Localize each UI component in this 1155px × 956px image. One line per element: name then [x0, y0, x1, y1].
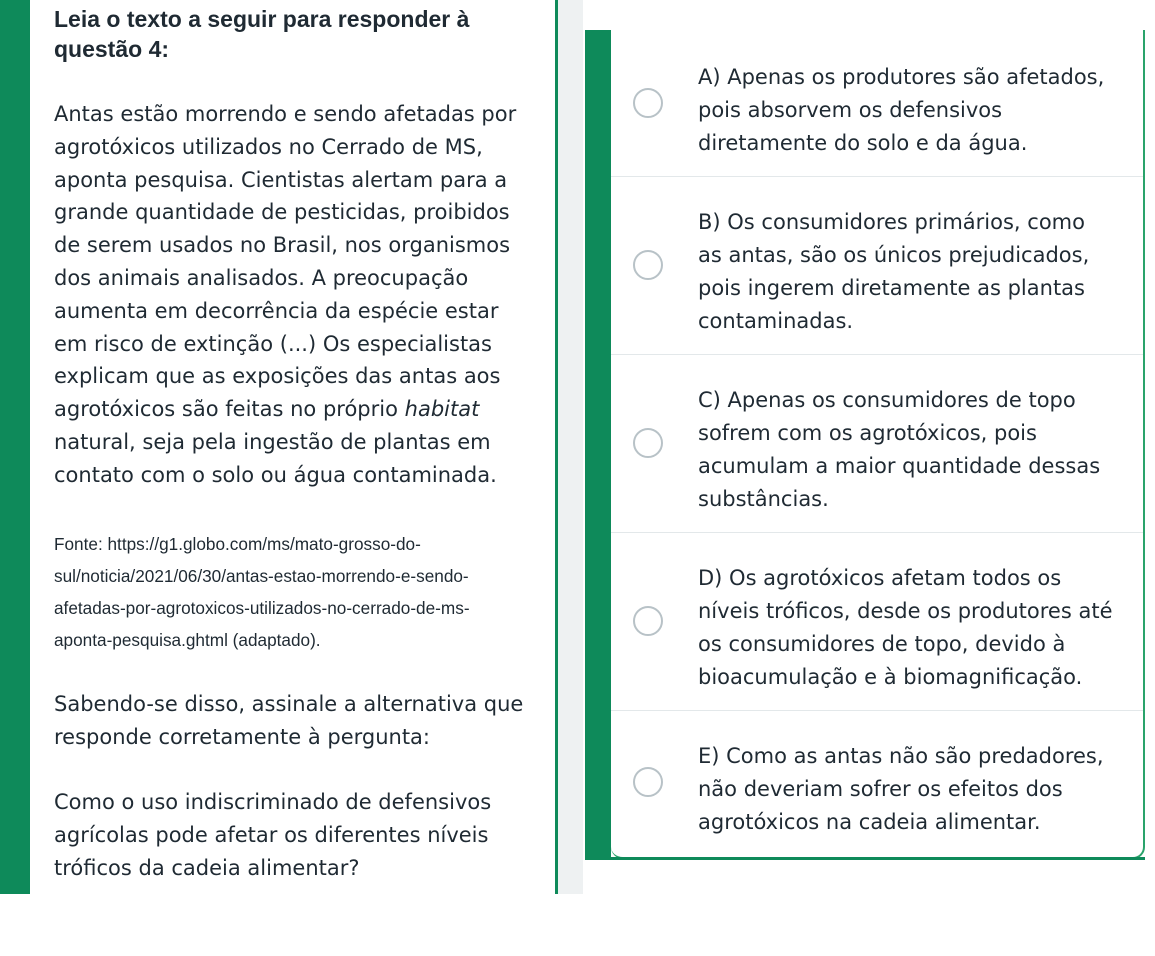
option-line: pois absorvem os defensivos [698, 98, 1003, 122]
passage-line: dos animais analisados. A preocupação [54, 265, 469, 290]
source-line: Fonte: https://g1.globo.com/ms/mato-grosso-do- [54, 534, 421, 554]
prompt-line: tróficos da cadeia alimentar? [54, 855, 360, 880]
option-line: níveis tróficos, desde os produtores até [698, 599, 1113, 623]
option-line: os consumidores de topo, devido à [698, 632, 1066, 656]
option-a[interactable] [611, 30, 1143, 177]
option-c[interactable] [611, 355, 1143, 533]
option-line: A) Apenas os produtores são afetados, [698, 65, 1105, 89]
source-line: afetadas-por-agrotoxicos-utilizados-no-cerrado-de-ms- [54, 598, 470, 618]
passage-line: agrotóxicos são feitas no próprio [54, 397, 405, 422]
radio-button-d[interactable] [633, 606, 663, 636]
option-line: contaminadas. [698, 309, 854, 333]
passage-line: Antas estão morrendo e sendo afetadas por [54, 102, 517, 126]
source-citation [54, 528, 524, 656]
instruction-line: responde corretamente à pergunta: [54, 724, 431, 749]
option-a-text [698, 61, 1138, 160]
option-line: bioacumulação e à biomagnificação. [698, 665, 1083, 689]
option-line: diretamente do solo e da água. [698, 131, 1028, 155]
option-line: B) Os consumidores primários, como [698, 210, 1085, 234]
radio-button-c[interactable] [633, 428, 663, 458]
options-accent-stripe [585, 30, 611, 860]
option-b-text [698, 206, 1138, 338]
option-e[interactable] [611, 711, 1143, 857]
options-card [611, 30, 1145, 859]
option-line: C) Apenas os consumidores de topo [698, 388, 1076, 412]
option-c-text [698, 384, 1138, 516]
question-heading [54, 4, 524, 64]
option-e-text [698, 740, 1138, 839]
passage-line: natural, seja pela ingestão de plantas em [54, 429, 491, 454]
option-line: não deveriam sofrer os efeitos dos [698, 777, 1063, 801]
option-line: E) Como as antas não são predadores, [698, 744, 1104, 768]
radio-button-a[interactable] [633, 88, 663, 118]
option-line: as antas, são os únicos prejudicados, [698, 243, 1090, 267]
radio-button-b[interactable] [633, 250, 663, 280]
option-b[interactable] [611, 177, 1143, 355]
option-d-text [698, 562, 1138, 694]
option-line: substâncias. [698, 487, 829, 511]
option-d[interactable] [611, 533, 1143, 711]
instruction-text [54, 688, 534, 754]
question-heading-line-2: questão 4: [54, 36, 170, 62]
question-accent-stripe [0, 0, 30, 894]
prompt-line: agrícolas pode afetar os diferentes níveis [54, 822, 489, 847]
question-prompt [54, 786, 534, 884]
passage-line: grande quantidade de pesticidas, proibidos [54, 200, 510, 225]
option-line: acumulam a maior quantidade dessas [698, 454, 1101, 478]
option-line: pois ingerem diretamente as plantas [698, 276, 1085, 300]
prompt-line: Como o uso indiscriminado de defensivos [54, 790, 492, 814]
question-heading-line-1: Leia o texto a seguir para responder à [54, 6, 470, 32]
passage-line: de serem usados no Brasil, nos organismos [54, 233, 511, 258]
passage-text [54, 98, 534, 492]
passage-line: agrotóxicos utilizados no Cerrado de MS, [54, 134, 483, 159]
source-line: aponta-pesquisa.ghtml (adaptado). [54, 630, 321, 650]
passage-line: aponta pesquisa. Cientistas alertam para a [54, 167, 508, 192]
radio-button-e[interactable] [633, 767, 663, 797]
panel-gutter [558, 0, 583, 894]
passage-line: em risco de extinção (...) Os especialistas [54, 331, 492, 356]
option-line: D) Os agrotóxicos afetam todos os [698, 566, 1062, 590]
passage-line: contato com o solo ou água contaminada. [54, 462, 497, 487]
passage-line: explicam que as exposições das antas aos [54, 364, 501, 389]
source-line: sul/noticia/2021/06/30/antas-estao-morrendo-e-sendo- [54, 566, 469, 586]
passage-line: aumenta em decorrência da espécie estar [54, 298, 499, 323]
passage-italic-word: habitat [404, 397, 480, 422]
option-line: agrotóxicos na cadeia alimentar. [698, 810, 1041, 834]
options-bottom-rule [585, 857, 1145, 860]
instruction-line: Sabendo-se disso, assinale a alternativa que [54, 692, 524, 716]
option-line: sofrem com os agrotóxicos, pois [698, 421, 1037, 445]
